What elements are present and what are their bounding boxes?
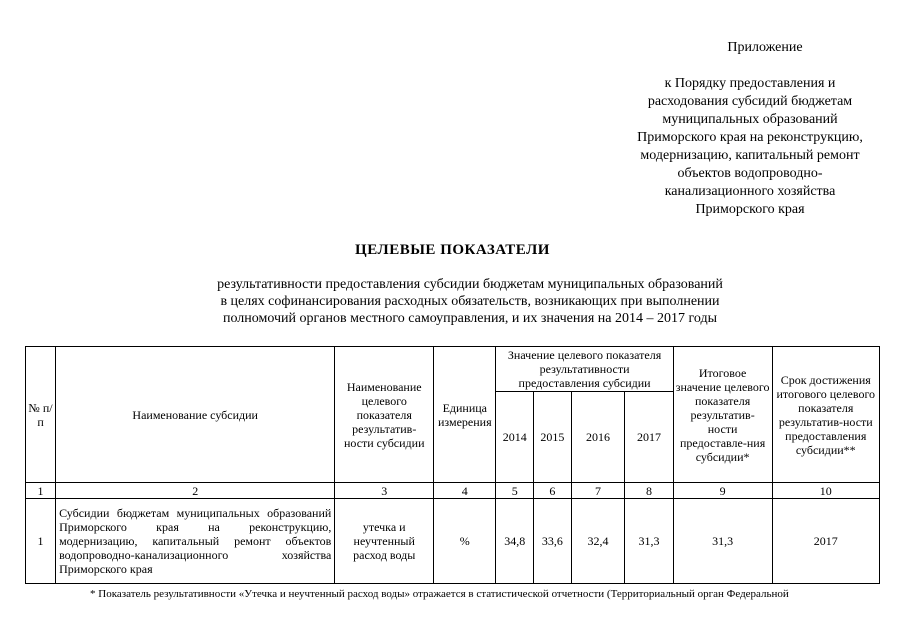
- header-num: № п/п: [26, 347, 56, 483]
- row-value-2014: 34,8: [496, 499, 534, 584]
- appendix-ref-line: к Порядку предоставления и: [664, 76, 836, 91]
- row-value-2016: 32,4: [571, 499, 625, 584]
- appendix-ref-line: муниципальных образований: [662, 112, 838, 127]
- appendix-ref-line: модернизацию, капитальный ремонт: [640, 148, 860, 163]
- column-number: 5: [496, 483, 534, 499]
- header-indicator-name: Наименование целевого показателя результатив-ности субсидии: [335, 347, 434, 483]
- header-final-value: Итоговое значение целевого показателя результатив-ности предоставле-ния субсидии*: [673, 347, 772, 483]
- header-year: 2016: [571, 392, 625, 483]
- appendix-ref-line: расходования субсидий бюджетам: [647, 94, 853, 109]
- appendix-ref-line: Приморского края: [695, 202, 805, 217]
- document-title: ЦЕЛЕВЫЕ ПОКАЗАТЕЛИ: [355, 242, 550, 258]
- header-year: 2014: [496, 392, 534, 483]
- appendix-title: Приложение: [727, 40, 803, 55]
- row-value-2017: 31,3: [625, 499, 673, 584]
- header-deadline: Срок достижения итогового целевого показателя результатив-ности предоставления субсидии**: [772, 347, 879, 483]
- appendix-ref-line: канализационного хозяйства: [664, 184, 836, 199]
- column-number: 1: [26, 483, 56, 499]
- row-final-value: 31,3: [673, 499, 772, 584]
- header-values-group: Значение целевого показателя результативности предоставления субсидии: [496, 347, 673, 392]
- target-indicators-table: [25, 346, 880, 584]
- column-number: 7: [571, 483, 625, 499]
- subtitle-line: в целях софинансирования расходных обязательств, возникающих при выполнении: [220, 294, 720, 309]
- header-subsidy-name: Наименование субсидии: [56, 347, 335, 483]
- row-value-2015: 33,6: [534, 499, 572, 584]
- row-indicator-name: утечка и неучтенный расход воды: [335, 499, 434, 584]
- column-number: 6: [534, 483, 572, 499]
- header-year: 2017: [625, 392, 673, 483]
- subtitle-line: результативности предоставления субсидии бюджетам муниципальных образований: [217, 277, 723, 292]
- row-num: 1: [26, 499, 56, 584]
- column-number: 2: [56, 483, 335, 499]
- appendix-ref-line: Приморского края на реконструкцию,: [637, 130, 863, 145]
- table-row: [26, 499, 880, 584]
- footnote: * Показатель результативности «Утечка и неучтенный расход воды» отражается в статистической отчетности (Территориальный орган Федеральной: [90, 588, 789, 600]
- column-number: 10: [772, 483, 879, 499]
- header-unit: Единица измерения: [434, 347, 496, 483]
- column-number: 4: [434, 483, 496, 499]
- column-number: 3: [335, 483, 434, 499]
- header-year: 2015: [534, 392, 572, 483]
- appendix-reference: [600, 75, 900, 219]
- column-number: 9: [673, 483, 772, 499]
- appendix-ref-line: объектов водопроводно-: [677, 166, 823, 181]
- document-subtitle: [60, 276, 880, 327]
- row-subsidy-name: Субсидии бюджетам муниципальных образований Приморского края на реконструкцию, модернизацию, капитальный ремонт объектов водопроводно-канализационного хозяйства Приморского края: [56, 499, 335, 584]
- column-number: 8: [625, 483, 673, 499]
- row-unit: %: [434, 499, 496, 584]
- subtitle-line: полномочий органов местного самоуправления, и их значения на 2014 – 2017 годы: [223, 311, 717, 326]
- row-deadline: 2017: [772, 499, 879, 584]
- column-number-row: [26, 483, 880, 499]
